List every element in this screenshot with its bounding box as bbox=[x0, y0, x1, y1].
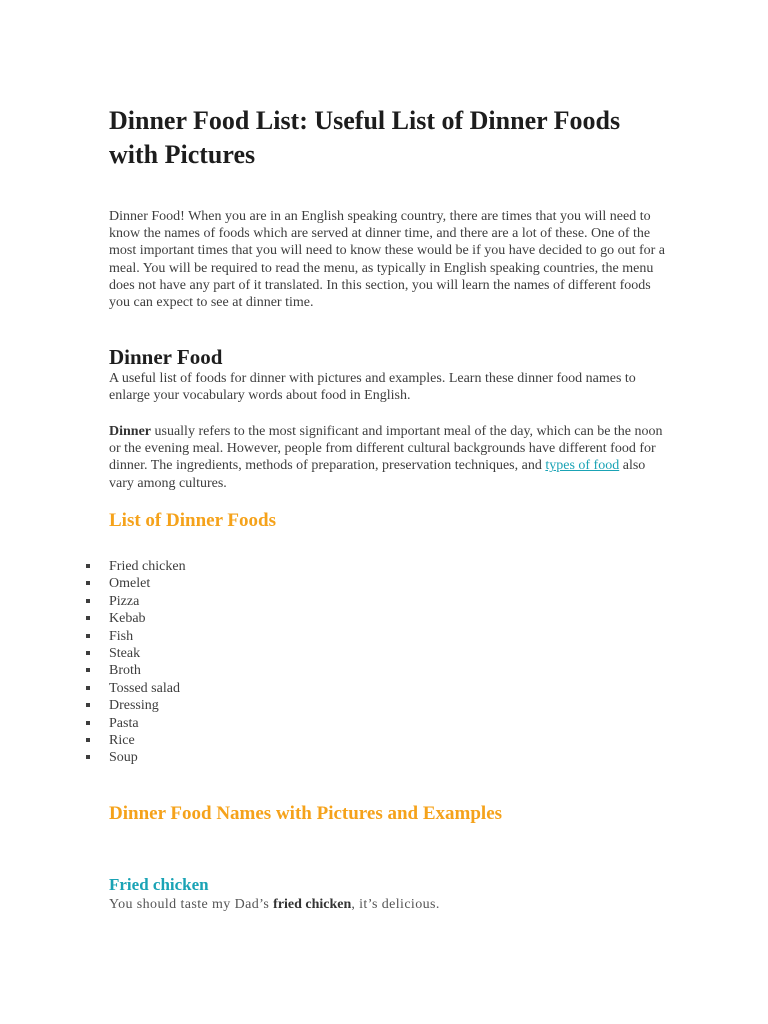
dinner-food-heading: Dinner Food bbox=[109, 345, 223, 369]
square-bullet-icon bbox=[86, 634, 90, 638]
square-bullet-icon bbox=[86, 599, 90, 603]
intro-paragraph: Dinner Food! When you are in an English speaking country, there are times that you will need to know the names of foods which are served at dinner time, and there are a lot of these. One of the most important times that you will need to know these would be if you have decided to go out for a meal. You will be required to read the menu, as typically in English speaking countries, the menu does not have any part of it translated. In this section, you will learn the names of different foods you can expect to see at dinner time. bbox=[109, 209, 666, 311]
list-item: Dressing bbox=[0, 697, 300, 714]
example-bold-term: fried chicken bbox=[273, 897, 352, 912]
list-item: Tossed salad bbox=[0, 680, 300, 697]
types-of-food-link[interactable]: types of food bbox=[545, 458, 620, 474]
dinner-term: Dinner bbox=[109, 424, 151, 439]
square-bullet-icon bbox=[86, 564, 90, 568]
fried-chicken-heading: Fried chicken bbox=[109, 875, 209, 894]
dinner-foods-list bbox=[0, 558, 300, 767]
dinner-definition-paragraph bbox=[109, 423, 669, 492]
useful-list-paragraph: A useful list of foods for dinner with pictures and examples. Learn these dinner food names to enlarge your vocabulary words about food in English. bbox=[109, 371, 636, 404]
dinner-definition-text: usually refers to the most significant and important meal of the day, which can be the noon or the evening meal. However, people from different cultural backgrounds have different food for dinner. The ingredients, methods of preparation, preservation techniques, and bbox=[109, 424, 663, 474]
square-bullet-icon bbox=[86, 755, 90, 759]
list-item: Omelet bbox=[0, 575, 300, 592]
list-item: Pasta bbox=[0, 715, 300, 732]
page-title: Dinner Food List: Useful List of Dinner Foods with Pictures bbox=[109, 106, 621, 169]
list-of-dinner-foods-heading: List of Dinner Foods bbox=[109, 510, 276, 531]
square-bullet-icon bbox=[86, 668, 90, 672]
list-item: Broth bbox=[0, 662, 300, 679]
square-bullet-icon bbox=[86, 686, 90, 690]
pictures-examples-heading: Dinner Food Names with Pictures and Examples bbox=[109, 803, 503, 824]
square-bullet-icon bbox=[86, 738, 90, 742]
fried-chicken-example: You should taste my Dad’s fried chicken, it’s delicious. bbox=[109, 897, 440, 912]
list-item: Soup bbox=[0, 749, 300, 766]
square-bullet-icon bbox=[86, 616, 90, 620]
dinner-definition-end: also vary among cultures. bbox=[109, 458, 646, 491]
square-bullet-icon bbox=[86, 651, 90, 655]
list-item: Pizza bbox=[0, 593, 300, 610]
square-bullet-icon bbox=[86, 703, 90, 707]
list-item: Steak bbox=[0, 645, 300, 662]
square-bullet-icon bbox=[86, 721, 90, 725]
list-item: Rice bbox=[0, 732, 300, 749]
list-item: Fish bbox=[0, 628, 300, 645]
square-bullet-icon bbox=[86, 581, 90, 585]
list-item: Kebab bbox=[0, 610, 300, 627]
list-item: Fried chicken bbox=[0, 558, 300, 575]
